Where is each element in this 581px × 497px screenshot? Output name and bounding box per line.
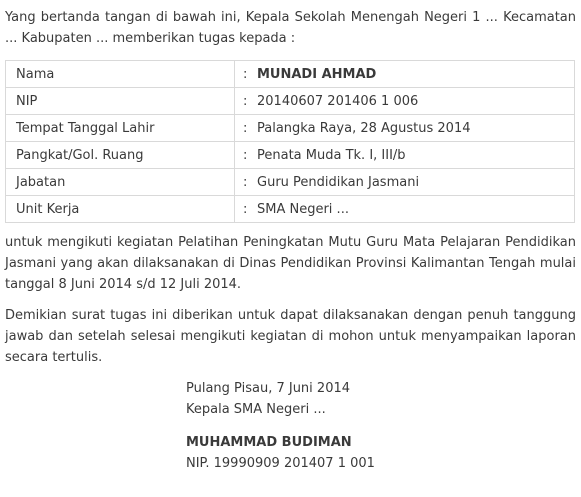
row-colon: : (243, 174, 248, 190)
signer-name: MUHAMMAD BUDIMAN (186, 435, 352, 450)
signer-nip: NIP. 19990909 201407 1 001 (186, 456, 375, 471)
closing-paragraph: Demikian surat tugas ini diberikan untuk dapat dilaksanakan dengan penuh tanggung jawab dan setelah selesai mengikuti kegiatan di mohon untuk menyampaikan laporan secara tertulis. (5, 308, 576, 365)
table-row (6, 196, 575, 223)
row-label: NIP (6, 88, 235, 115)
row-colon: : (243, 120, 248, 136)
name-value: MUNADI AHMAD (257, 66, 377, 82)
row-value-cell (235, 142, 575, 169)
row-colon: : (243, 201, 248, 217)
table-row (6, 115, 575, 142)
row-colon: : (243, 66, 248, 82)
place-date: Pulang Pisau, 7 Juni 2014 (186, 381, 351, 396)
row-value-cell (235, 196, 575, 223)
birth-value: Palangka Raya, 28 Agustus 2014 (257, 120, 471, 136)
table-row (6, 88, 575, 115)
row-colon: : (243, 147, 248, 163)
row-label: Unit Kerja (6, 196, 235, 223)
row-label: Tempat Tanggal Lahir (6, 115, 235, 142)
table-row (6, 142, 575, 169)
row-label: Nama (6, 61, 235, 88)
identity-table (5, 60, 575, 223)
row-label: Pangkat/Gol. Ruang (6, 142, 235, 169)
row-label: Jabatan (6, 169, 235, 196)
nip-value: 20140607 201406 1 006 (257, 93, 419, 109)
signature-block (186, 378, 576, 474)
position-value: Guru Pendidikan Jasmani (257, 174, 420, 190)
rank-value: Penata Muda Tk. I, III/b (257, 147, 406, 163)
work-unit-value: SMA Negeri ... (257, 201, 349, 217)
signer-position: Kepala SMA Negeri ... (186, 402, 326, 417)
signature-space (186, 420, 576, 432)
row-value-cell (235, 169, 575, 196)
row-value-cell (235, 61, 575, 88)
table-row (6, 169, 575, 196)
row-colon: : (243, 93, 248, 109)
table-row (6, 61, 575, 88)
assignment-paragraph: untuk mengikuti kegiatan Pelatihan Peningkatan Mutu Guru Mata Pelajaran Pendidikan Jasmani yang akan dilaksanakan di Dinas Pendidikan Provinsi Kalimantan Tengah mulai tanggal 8 Juni 2014 s/d 12 Juli 2014. (5, 235, 576, 292)
row-value-cell (235, 88, 575, 115)
row-value-cell (235, 115, 575, 142)
intro-paragraph: Yang bertanda tangan di bawah ini, Kepala Sekolah Menengah Negeri 1 ... Kecamatan ... Kabupaten ... memberikan tugas kepada : (5, 10, 576, 46)
